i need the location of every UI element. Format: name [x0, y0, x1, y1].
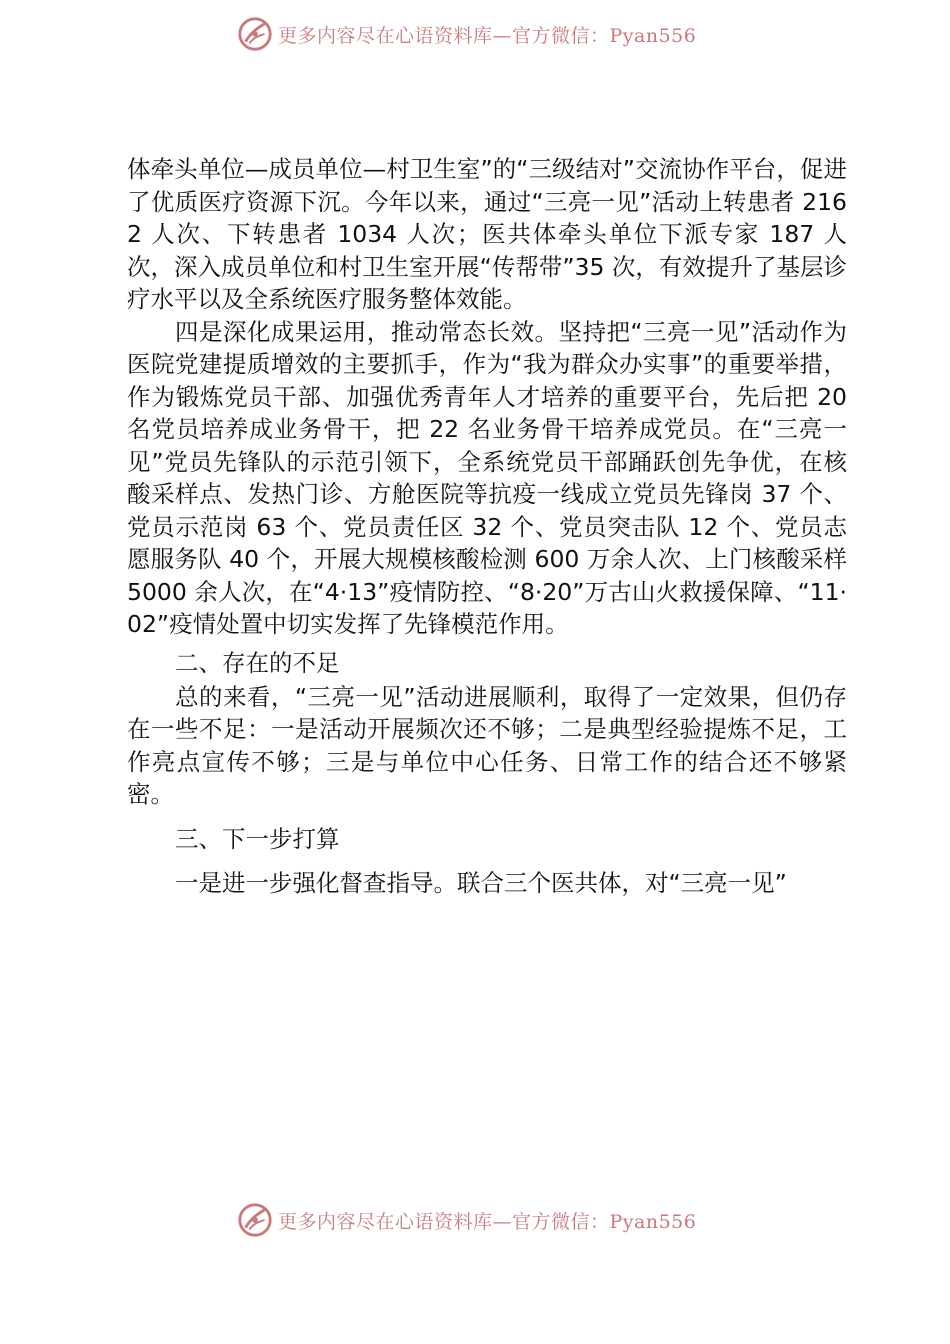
watermark-text: 更多内容尽在心语资料库—官方微信：Pyan556 [278, 1210, 697, 1233]
paragraph-shortcomings: 总的来看，“三亮一见”活动进展顺利，取得了一定效果，但仍存在一些不足：一是活动开展频次还不够；二是典型经验提炼不足，工作亮点宣传不够；三是与单位中心任务、日常工作的结合还不够紧密。 [127, 682, 847, 808]
section-heading-shortcomings: 二、存在的不足 [175, 648, 340, 677]
section-heading-next-steps: 三、下一步打算 [175, 824, 340, 853]
document-body [127, 153, 847, 899]
paragraph-point-four: 四是深化成果运用，推动常态长效。坚持把“三亮一见”活动作为医院党建提质增效的主要抓手，作为“我为群众办实事”的重要举措，作为锻炼党员干部、加强优秀青年人才培养的重要平台，先后把 20 名党员培养成业务骨干，把 22 名业务骨干培养成党员。在“三亮一见”党员先锋队的示范引领下，全系统党员干部踊跃创先争优，在核 酸采样点、发热门诊、方舱医院等抗疫一线成立党员先锋岗 37 个、党员示范岗 63 个、党员责任区 32 个、党员突击队 12 个、党员志愿服务队 40 个，开展大规模核酸检测 600 万余人次、上门核酸采样 5000 余人次，在“4·13”疫情防控、“8·20”万古山火救援保障、“11·02”疫情处置中切实发挥了先锋模范作用。 [127, 317, 847, 638]
watermark-text: 更多内容尽在心语资料库—官方微信：Pyan556 [278, 24, 697, 47]
watermark-footer [236, 1200, 726, 1240]
watermark-logo-icon [236, 1201, 274, 1239]
watermark-logo-icon [236, 15, 274, 53]
watermark-header [236, 14, 726, 54]
paragraph-continuation: 体牵头单位—成员单位—村卫生室”的“三级结对”交流协作平台，促进了优质医疗资源下沉。今年以来，通过“三亮一见”活动上转患者 2162 人次、下转患者 1034 人次；医共体牵头单位下派专家 187 人次，深入成员单位和村卫生室开展“传帮带”35 次，有效提升了基层诊疗水平以及全系统医疗服务整体效能。 [127, 155, 847, 313]
paragraph-next-steps: 一是进一步强化督查指导。联合三个医共体，对“三亮一见” [175, 868, 787, 897]
